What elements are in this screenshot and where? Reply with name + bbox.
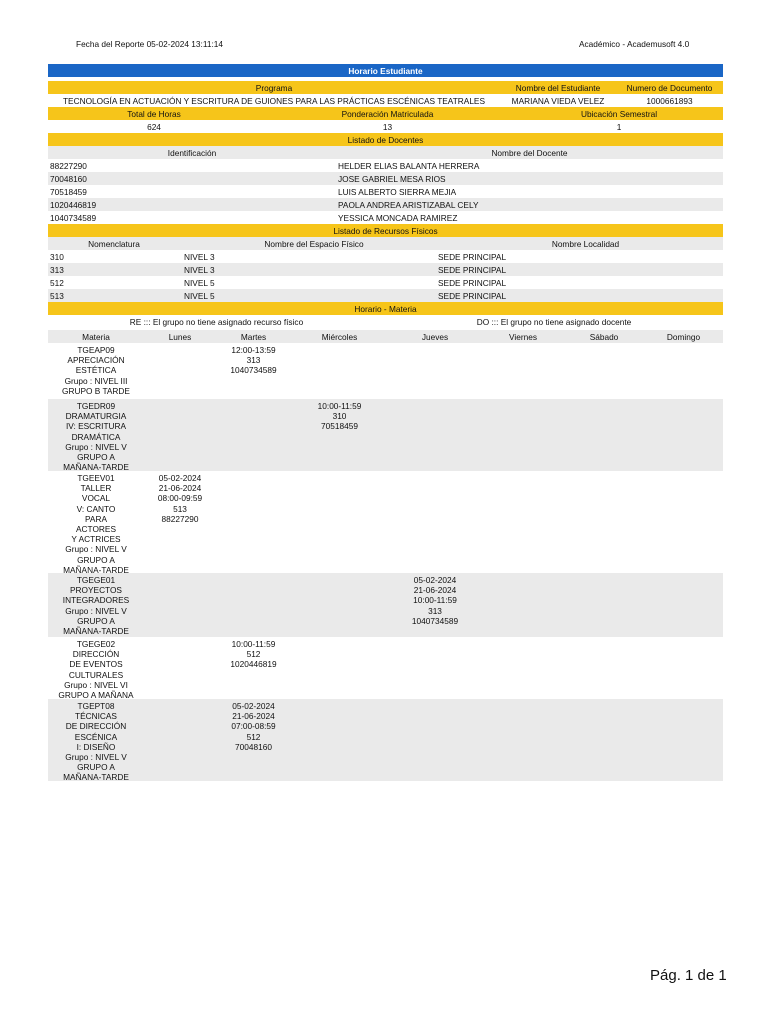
subject-cell: TGEDR09 DRAMATURGIA IV: ESCRITURA DRAMÁTICA Grupo : NIVEL V GRUPO A MAÑANA-TARDE	[63, 401, 129, 473]
day-cell	[216, 471, 291, 473]
day-cell	[388, 399, 482, 401]
resource-row	[48, 250, 723, 263]
day-cell: 10:00-11:59 512 1020446819	[230, 639, 277, 670]
student-name-value: MARIANA VIEDA VELEZ	[511, 95, 605, 106]
schedule-col-5: Viernes	[509, 331, 537, 342]
resource-nomenclature: 313	[50, 264, 64, 275]
subject-cell: TGEPT08 TÉCNICAS DE DIRECCIÓN ESCÉNICA I: DISEÑO Grupo : NIVEL V GRUPO A MAÑANA-TARDE	[63, 701, 129, 783]
schedule-header-row	[48, 330, 723, 343]
day-cell	[482, 343, 564, 345]
resource-space: NIVEL 5	[184, 277, 215, 288]
day-cell	[388, 471, 482, 473]
app-name: Académico - Academusoft 4.0	[579, 39, 690, 49]
subject-cell: TGEEV01 TALLER VOCAL V: CANTO PARA ACTORES Y ACTRICES Grupo : NIVEL V GRUPO A MAÑANA-TARDE	[63, 473, 129, 575]
day-cell	[291, 343, 388, 345]
teachers-table	[48, 159, 723, 224]
resource-locality: SEDE PRINCIPAL	[438, 264, 507, 275]
schedule-col-2: Martes	[240, 331, 267, 342]
student-header-row	[48, 81, 723, 94]
day-cell	[564, 399, 644, 401]
weight-label: Ponderación Matriculada	[341, 108, 434, 119]
schedule-section-bar	[48, 302, 723, 315]
report-body	[48, 64, 723, 781]
program-label: Programa	[255, 82, 293, 93]
locality-header: Nombre Localidad	[551, 238, 620, 249]
resource-row	[48, 289, 723, 302]
document-label: Numero de Documento	[626, 82, 713, 93]
teacher-id: 1040734589	[50, 212, 97, 223]
schedule-col-3: Miércoles	[321, 331, 358, 342]
resource-locality: SEDE PRINCIPAL	[438, 277, 507, 288]
report-header	[0, 39, 768, 51]
day-cell	[216, 573, 291, 575]
teachers-header-row	[48, 146, 723, 159]
weight-value: 13	[382, 121, 393, 132]
day-cell	[644, 573, 723, 575]
hours-label: Total de Horas	[127, 108, 181, 119]
teacher-name: JOSE GABRIEL MESA RIOS	[338, 173, 446, 184]
day-cell	[144, 699, 216, 701]
day-cell	[644, 471, 723, 473]
resource-space: NIVEL 3	[184, 251, 215, 262]
day-cell	[644, 699, 723, 701]
resources-section-bar	[48, 224, 723, 237]
nomenclature-header: Nomenclatura	[88, 238, 140, 249]
schedule-col-0: Materia	[82, 331, 110, 342]
schedule-row	[48, 699, 723, 781]
document-value: 1000661893	[646, 95, 693, 106]
teacher-row	[48, 172, 723, 185]
schedule-row	[48, 637, 723, 699]
resources-header-row	[48, 237, 723, 250]
schedule-row	[48, 471, 723, 573]
day-cell	[564, 471, 644, 473]
student-name-label: Nombre del Estudiante	[515, 82, 601, 93]
teacher-name-header: Nombre del Docente	[491, 147, 568, 158]
teacher-name: YESSICA MONCADA RAMIREZ	[338, 212, 458, 223]
report-date: Fecha del Reporte 05-02-2024 13:11:14	[76, 39, 223, 49]
student-header-row-2	[48, 107, 723, 120]
day-cell	[482, 399, 564, 401]
schedule-table	[48, 343, 723, 781]
schedule-col-1: Lunes	[168, 331, 192, 342]
resource-nomenclature: 512	[50, 277, 64, 288]
semester-label: Ubicación Semestral	[580, 108, 658, 119]
day-cell	[144, 399, 216, 401]
teacher-name: PAOLA ANDREA ARISTIZABAL CELY	[338, 199, 479, 210]
schedule-row	[48, 573, 723, 637]
day-cell	[644, 637, 723, 639]
teacher-id: 88227290	[50, 160, 87, 171]
day-cell	[144, 637, 216, 639]
report-title-bar	[48, 64, 723, 77]
schedule-col-7: Domingo	[666, 331, 701, 342]
resource-row	[48, 276, 723, 289]
day-cell	[482, 573, 564, 575]
report-title: Horario Estudiante	[348, 65, 423, 76]
day-cell	[564, 343, 644, 345]
day-cell	[482, 471, 564, 473]
note-teacher: DO ::: El grupo no tiene asignado docente	[476, 316, 632, 327]
student-info-row	[48, 94, 723, 107]
day-cell	[482, 637, 564, 639]
day-cell	[291, 573, 388, 575]
teacher-row	[48, 159, 723, 172]
day-cell	[388, 699, 482, 701]
schedule-row	[48, 399, 723, 471]
day-cell	[388, 637, 482, 639]
resource-row	[48, 263, 723, 276]
teacher-name: LUIS ALBERTO SIERRA MEJIA	[338, 186, 457, 197]
teacher-row	[48, 198, 723, 211]
day-cell	[144, 573, 216, 575]
semester-value: 1	[616, 121, 622, 132]
student-info-row-2	[48, 120, 723, 133]
day-cell	[564, 699, 644, 701]
day-cell	[644, 343, 723, 345]
subject-cell: TGEAP09 APRECIACIÓN ESTÉTICA Grupo : NIVEL III GRUPO B TARDE	[62, 345, 130, 396]
day-cell	[564, 573, 644, 575]
teachers-title: Listado de Docentes	[347, 134, 424, 145]
day-cell: 05-02-2024 21-06-2024 08:00-09:59 513 88227290	[157, 473, 203, 524]
resources-title: Listado de Recursos Físicos	[333, 225, 438, 236]
page-number: Pág. 1 de 1	[650, 967, 727, 984]
resource-locality: SEDE PRINCIPAL	[438, 290, 507, 301]
day-cell	[564, 637, 644, 639]
teacher-id: 70518459	[50, 186, 87, 197]
day-cell: 05-02-2024 21-06-2024 07:00-08:59 512 70048160	[231, 701, 276, 752]
resources-table	[48, 250, 723, 302]
schedule-col-6: Sábado	[589, 331, 619, 342]
day-cell	[216, 399, 291, 401]
space-header: Nombre del Espacio Físico	[264, 238, 364, 249]
day-cell	[388, 343, 482, 345]
schedule-notes-row	[48, 315, 723, 328]
day-cell	[291, 637, 388, 639]
schedule-title: Horario - Materia	[354, 303, 417, 314]
resource-space: NIVEL 3	[184, 264, 215, 275]
teachers-section-bar	[48, 133, 723, 146]
program-value: TECNOLOGÍA EN ACTUACIÓN Y ESCRITURA DE GUIONES PARA LAS PRÁCTICAS ESCÉNICAS TEATRALES	[62, 95, 486, 106]
resource-space: NIVEL 5	[184, 290, 215, 301]
hours-value: 624	[147, 121, 161, 132]
day-cell: 05-02-2024 21-06-2024 10:00-11:59 313 1040734589	[411, 575, 459, 626]
day-cell	[144, 343, 216, 345]
day-cell: 12:00-13:59 313 1040734589	[230, 345, 277, 376]
day-cell	[291, 471, 388, 473]
note-resource: RE ::: El grupo no tiene asignado recurso físico	[129, 316, 304, 327]
day-cell	[482, 699, 564, 701]
subject-cell: TGEGE02 DIRECCIÓN DE EVENTOS CULTURALES Grupo : NIVEL VI GRUPO A MAÑANA	[58, 639, 134, 701]
schedule-col-4: Jueves	[421, 331, 449, 342]
teacher-id: 1020446819	[50, 199, 97, 210]
teacher-id-header: Identificación	[167, 147, 217, 158]
teacher-name: HELDER ELIAS BALANTA HERRERA	[338, 160, 480, 171]
schedule-row	[48, 343, 723, 399]
teacher-row	[48, 185, 723, 198]
day-cell: 10:00-11:59 310 70518459	[317, 401, 362, 432]
day-cell	[644, 399, 723, 401]
resource-nomenclature: 310	[50, 251, 64, 262]
teacher-id: 70048160	[50, 173, 87, 184]
resource-locality: SEDE PRINCIPAL	[438, 251, 507, 262]
resource-nomenclature: 513	[50, 290, 64, 301]
teacher-row	[48, 211, 723, 224]
day-cell	[291, 699, 388, 701]
subject-cell: TGEGE01 PROYECTOS INTEGRADORES Grupo : NIVEL V GRUPO A MAÑANA-TARDE	[62, 575, 130, 637]
